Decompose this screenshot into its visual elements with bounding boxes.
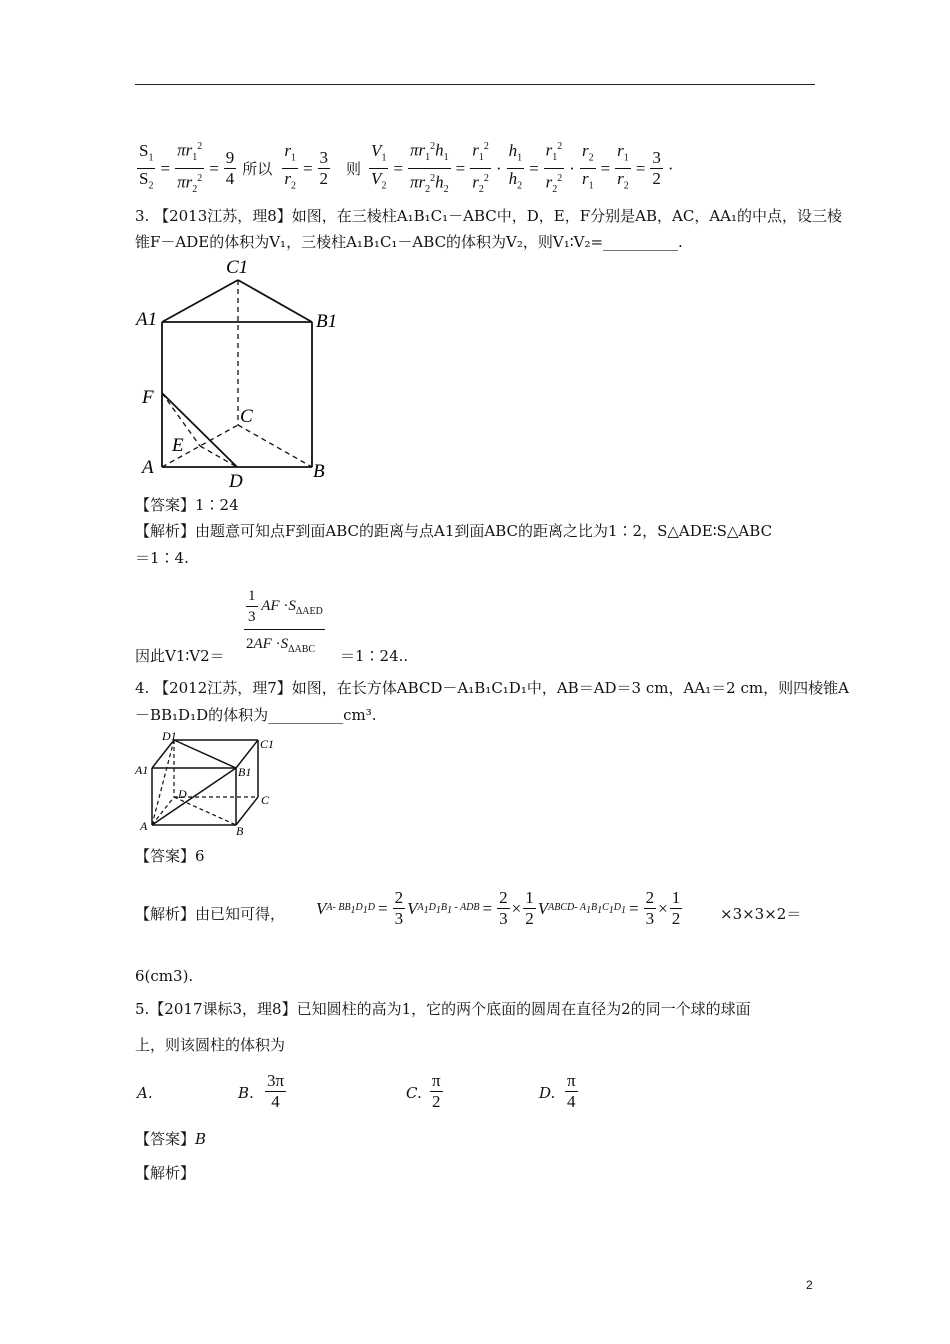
- label-e: E: [172, 435, 184, 456]
- option-b-label: B.: [238, 1084, 254, 1102]
- q3-stem-line1: 3. 【2013江苏，理8】如图，在三棱柱A₁B₁C₁－ABC中，D，E，F分别是AB，AC，AA₁的中点，设三棱: [135, 207, 843, 225]
- label-b1-cuboid: B1: [238, 765, 252, 779]
- label-c-cuboid: C: [261, 793, 270, 807]
- q4-stem-line1: 4. 【2012江苏，理7】如图，在长方体ABCD－A₁B₁C₁D₁中，AB＝AD＝3 cm，AA₁＝2 cm，则四棱锥A: [135, 679, 849, 697]
- page-number: 2: [806, 1278, 813, 1292]
- cuboid-figure: [132, 728, 282, 840]
- label-b: B: [313, 461, 325, 482]
- label-d-cuboid: D: [178, 787, 187, 801]
- q5-answer: 【答案】B: [135, 1130, 207, 1148]
- label-f: F: [142, 387, 154, 408]
- formula-text-ze: 则: [346, 162, 362, 179]
- option-d-label: D.: [539, 1084, 556, 1102]
- q3-therefore: 因此V1∶V2＝: [135, 647, 225, 665]
- q4-stem-line2: －BB₁D₁D的体积为__________cm³.: [135, 706, 377, 724]
- label-c1-cuboid: C1: [260, 737, 275, 751]
- q4-volume-formula: V A- $BB_1D_1D$ = $\frac{2}{3}$ V $A_1D_1B_1$ - ADB = $\frac{2}{3}$ × $\frac{1}{2}$ V ABCD- $A_1B_1C_1D_1$ = $\frac{2}{3}$ × $\frac{1}{2}$: [316, 888, 681, 928]
- q5-stem-line2: 上，则该圆柱的体积为: [135, 1036, 286, 1054]
- q3-answer: 【答案】1∶24: [135, 496, 239, 514]
- label-b1: B1: [316, 311, 338, 332]
- q3-result: ＝1∶24..: [340, 647, 409, 665]
- q3-analysis-line1: 【解析】由题意可知点F到面ABC的距离与点A1到面ABC的距离之比为1∶2，S△ADE∶S△ABC: [135, 522, 773, 540]
- q4-answer: 【答案】6: [135, 847, 205, 865]
- formula-text-suoyi: 所以: [242, 162, 273, 179]
- q4-analysis-line2: 6(cm3).: [135, 967, 194, 985]
- label-b-cuboid: B: [236, 824, 244, 838]
- label-a1-cuboid: A1: [135, 763, 149, 777]
- label-d1: D1: [162, 729, 177, 743]
- label-c: C: [240, 406, 253, 427]
- top-formula: $\frac{S_1}{S_2}$ = $\frac{\pi r_1^2}{\pi r_2^2}$ = $\frac{9}{4}$ 所以 $\frac{r_1}{r_2}$ = $\frac{3}{2}$ 则 $\frac{V_1}{V_2}$ = $\frac{\pi r_1^2h_1}{\pi r_2^2h_2}$ = $\frac{r_1^2}{r_2^2}$ · $\frac{h_1}{h_2}$ = $\frac{r_1^2}{r_2^2}$ · $\frac{r_2}{r_1}$ = $\frac{r_1}{r_2}$ = $\frac{3}{2}$ ·: [135, 137, 677, 200]
- q5-analysis: 【解析】: [135, 1164, 196, 1182]
- q3-ratio-fraction: $\frac{1}{3}$ AF $\cdot S_{\Delta AED}$ $2AF \cdot S_{\Delta ABC}$: [246, 588, 323, 655]
- prism-figure: [130, 255, 340, 495]
- label-a1: A1: [136, 309, 158, 330]
- q4-analysis-suffix: ×3×3×2＝: [720, 905, 802, 923]
- label-a: A: [142, 457, 154, 478]
- option-c-label: C.: [406, 1084, 422, 1102]
- q4-analysis-prefix: 【解析】由已知可得，: [135, 905, 286, 923]
- label-d: D: [229, 471, 243, 492]
- q3-stem-line2: 锥F－ADE的体积为V₁，三棱柱A₁B₁C₁－ABC的体积为V₂，则V₁∶V₂=__________.: [135, 233, 683, 251]
- header-rule: [135, 84, 815, 85]
- option-c-value: $\frac{\pi}{2}$: [432, 1071, 441, 1111]
- label-a-cuboid: A: [140, 819, 148, 833]
- q3-analysis-line2: ＝1∶4.: [135, 549, 189, 567]
- option-a-label: A.: [137, 1084, 153, 1102]
- option-d-value: $\frac{\pi}{4}$: [567, 1071, 576, 1111]
- option-b-value: $\frac{3\pi}{4}$: [267, 1071, 285, 1111]
- q5-stem-line1: 5.【2017课标3，理8】已知圆柱的高为1，它的两个底面的圆周在直径为2的同一个球的球面: [135, 1000, 751, 1018]
- label-c1: C1: [226, 257, 249, 278]
